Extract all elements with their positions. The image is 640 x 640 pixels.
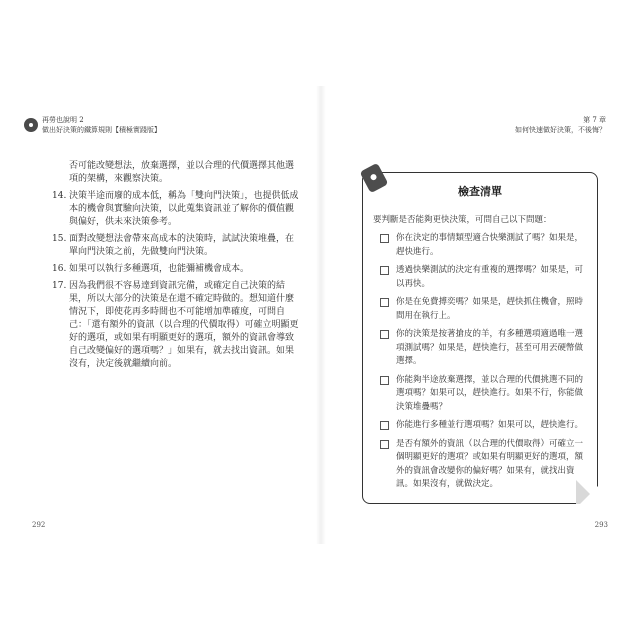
- checklist-item-text: 是否有額外的資訊（以合理的代價取得）可確立一個明顯更好的選項？或如果有明顯更好的選項，額外的資訊會改變你的偏好嗎？如果有，就找出資訊。如果沒有，就做決定。: [396, 438, 584, 489]
- running-header-right: [515, 115, 606, 135]
- series-title: 再勞也說明 2: [42, 116, 84, 124]
- item-text: 面對改變想法會帶來高成本的決策時，試試決策堆疊，在單向門決策之前，先做雙向門決策。: [69, 234, 295, 257]
- list-item: [52, 280, 302, 371]
- list-item: [52, 190, 302, 229]
- left-page-body: [52, 160, 302, 375]
- checkbox-icon[interactable]: [380, 376, 389, 385]
- page-number-left: 292: [32, 521, 46, 529]
- checkbox-icon[interactable]: [380, 440, 389, 449]
- item-text: 因為我們很不容易達到資訊完備，或確定自己決策的結果，所以大部分的決策是在還不確定時做的。想知道什麼情況下，即使花再多時間也不可能增加準確度，可問自己：「還有額外的資訊（以合理的代價取得）可確立明顯更好的選項，或如果有明顯更好的選項，額外的資訊會導致自己改變偏好的選項嗎？」如果有，就去找出資訊。如果沒有，決定後就繼續向前。: [69, 281, 299, 369]
- checklist-item-text: 透過快樂測試的決定有重複的選擇嗎？如果是，可以再快。: [396, 265, 584, 289]
- book-gutter: [316, 86, 326, 544]
- checklist-item: [380, 438, 590, 492]
- checklist-intro: 要判斷是否能夠更快決策，可問自己以下問題：: [373, 215, 552, 225]
- checkbox-icon[interactable]: [380, 266, 389, 275]
- checklist-item: [380, 296, 590, 323]
- checklist-item-text: 你是在免費搏奕嗎？如果是，趕快抓住機會，照時間用在執行上。: [396, 297, 584, 321]
- checkbox-icon[interactable]: [380, 330, 389, 339]
- checklist-item-text: 你能夠半途放棄選擇，並以合理的代價挑選不同的選項嗎？如果可以，趕快進行。如果不行，你能做決策堆疊嗎？: [396, 374, 584, 412]
- running-header-left: [42, 115, 161, 135]
- checklist-title: 檢查清單: [458, 185, 502, 198]
- checklist-item: [380, 264, 590, 291]
- checklist-item: [380, 328, 590, 369]
- checklist-item-text: 你在決定的事情類型適合快樂測試了嗎？如果是，趕快進行。: [396, 233, 584, 257]
- item-text: 決策半途而廢的成本低，稱為「雙向門決策」，也提供低成本的機會與實驗向決策，以此蒐集資訊並了解你的價值觀與偏好，供未來決策參考。: [69, 191, 299, 227]
- checklist-item: [380, 374, 590, 415]
- checklist-item: [380, 232, 590, 259]
- page-number-right: 293: [594, 521, 608, 529]
- item-number: 14.: [52, 191, 67, 201]
- checklist-items: [380, 232, 590, 497]
- item-text: 如果可以執行多種選項，也能彌補機會成本。: [69, 264, 250, 274]
- item-number: 17.: [52, 281, 67, 291]
- checklist-item: [380, 419, 590, 433]
- item-number: 16.: [52, 264, 67, 274]
- checkbox-icon[interactable]: [380, 298, 389, 307]
- list-item: [52, 233, 302, 259]
- chapter-number: 第 7 章: [583, 116, 606, 124]
- continued-paragraph: 否可能改變想法，放棄選擇，並以合理的代價選擇其他選項的架構，來觀察決策。: [69, 161, 295, 184]
- list-item: [52, 263, 302, 276]
- checklist-item-text: 你的決策是按著搶皮的羊，有多種選項適過唯一選項測試嗎？如果是，趕快進行，甚至可用丟硬幣做選擇。: [396, 329, 584, 366]
- checkbox-icon[interactable]: [380, 234, 389, 243]
- checkbox-icon[interactable]: [380, 421, 389, 430]
- checklist-item-text: 你能進行多種並行選項嗎？如果可以，趕快進行。: [396, 420, 584, 430]
- book-title: 做出好決策的鐵算規則【積極實踐版】: [42, 126, 161, 134]
- item-number: 15.: [52, 234, 67, 244]
- chapter-title: 如何快速做好決策，不後悔？: [515, 126, 606, 134]
- book-logo-icon: [24, 118, 38, 132]
